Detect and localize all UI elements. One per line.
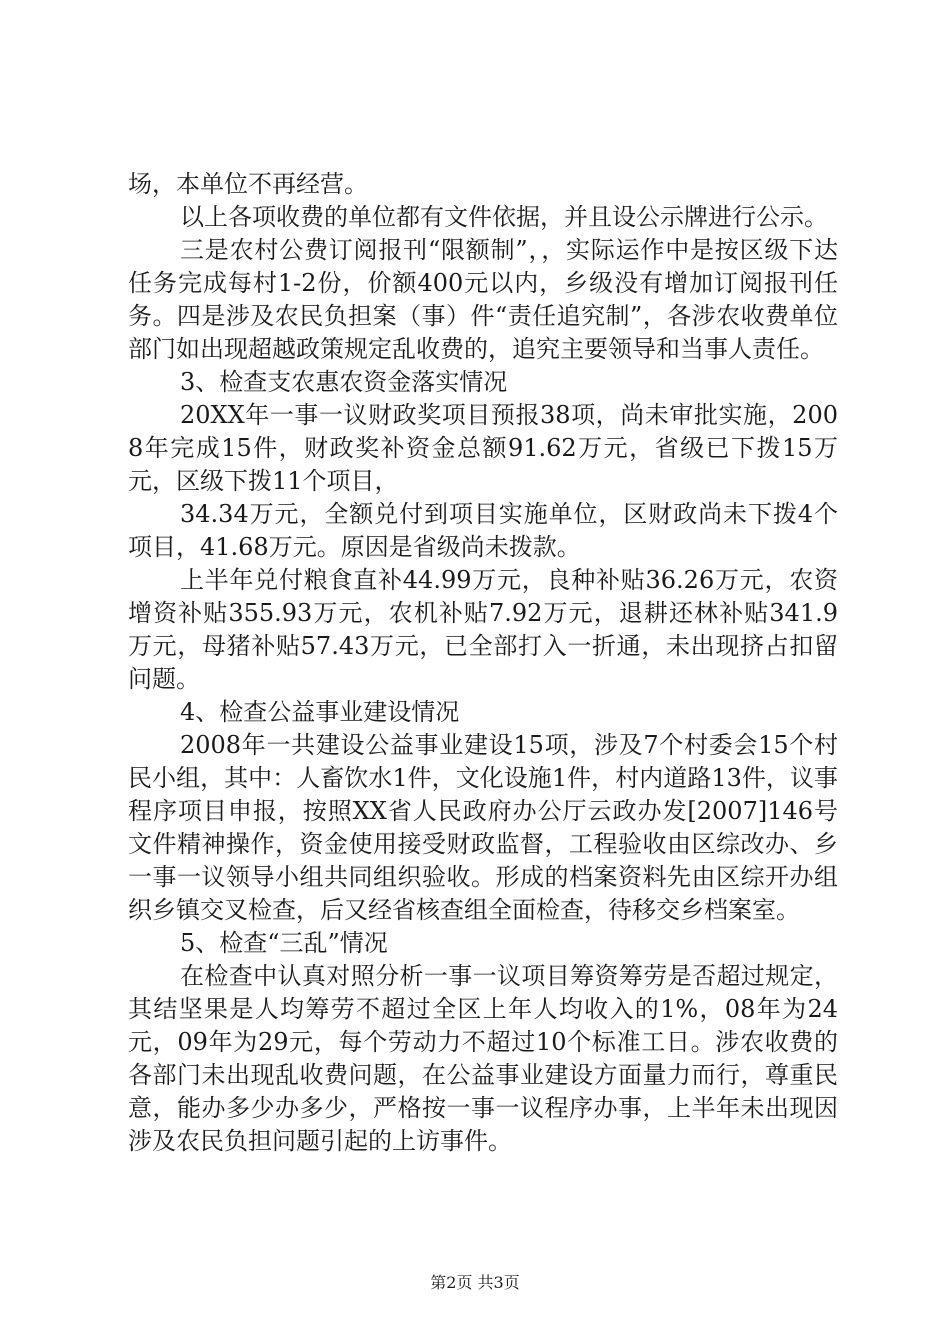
section-heading-5: 5、检查“三乱”情况 — [180, 929, 388, 957]
paragraph-project-funds: 20XX年一事一议财政奖项目预报38项，尚未审批实施，2008年完成15件，财政奖补资金总额91.62万元，省级已下拨15万元，区级下拨11个项目， — [128, 401, 838, 495]
paragraph-public-welfare: 2008年一共建设公益事业建设15项，涉及7个村委会15个村民小组，其中：人畜饮水1件，文化设施1件，村内道路13件，议事程序项目申报，按照XX省人民政府办公厅云政办发[2007]146号文件精神操作，资金使用接受财政监督，工程验收由区综改办、乡一事一议领导小组共同组织验收。形成的档案资料先由区综开办组织乡镇交叉检查，后又经省核查组全面检查，待移交乡档案室。 — [128, 731, 838, 924]
section-heading-3: 3、检查支农惠农资金落实情况 — [180, 368, 508, 396]
paragraph-newspaper-quota: 三是农村公费订阅报刊“限额制”，，实际运作中是按区级下达任务完成每村1-2份，价额400元以内，乡级没有增加订阅报刊任务。四是涉及农民负担案（事）件“责任追究制”，各涉农收费单位部门如出现超越政策规定乱收费的，追究主要领导和当事人责任。 — [128, 236, 838, 363]
paragraph-subsidies: 上半年兑付粮食直补44.99万元，良种补贴36.26万元，农资增资补贴355.93万元，农机补贴7.92万元，退耕还林补贴341.9万元，母猪补贴57.43万元，已全部打入一折通，未出现挤占扣留问题。 — [128, 566, 838, 693]
section-heading-4: 4、检查公益事业建设情况 — [180, 698, 460, 726]
paragraph-funds-disbursement: 34.34万元，全额兑付到项目实施单位，区财政尚未下拨4个项目，41.68万元。原因是省级尚未拨款。 — [128, 500, 838, 561]
paragraph-fee-basis: 以上各项收费的单位都有文件依据，并且设公示牌进行公示。 — [180, 203, 828, 231]
page-number-footer: 第2页 共3页 — [430, 1273, 520, 1292]
document-body — [128, 168, 838, 1158]
paragraph-continuation: 场，本单位不再经营。 — [128, 170, 368, 198]
paragraph-three-disorders: 在检查中认真对照分析一事一议项目筹资筹劳是否超过规定，其结坚果是人均筹劳不超过全区上年人均收入的1%，08年为24元，09年为29元，每个劳动力不超过10个标准工日。涉农收费的各部门未出现乱收费问题，在公益事业建设方面量力而行，尊重民意，能办多少办多少，严格按一事一议程序办事，上半年未出现因涉及农民负担问题引起的上访事件。 — [128, 962, 838, 1155]
